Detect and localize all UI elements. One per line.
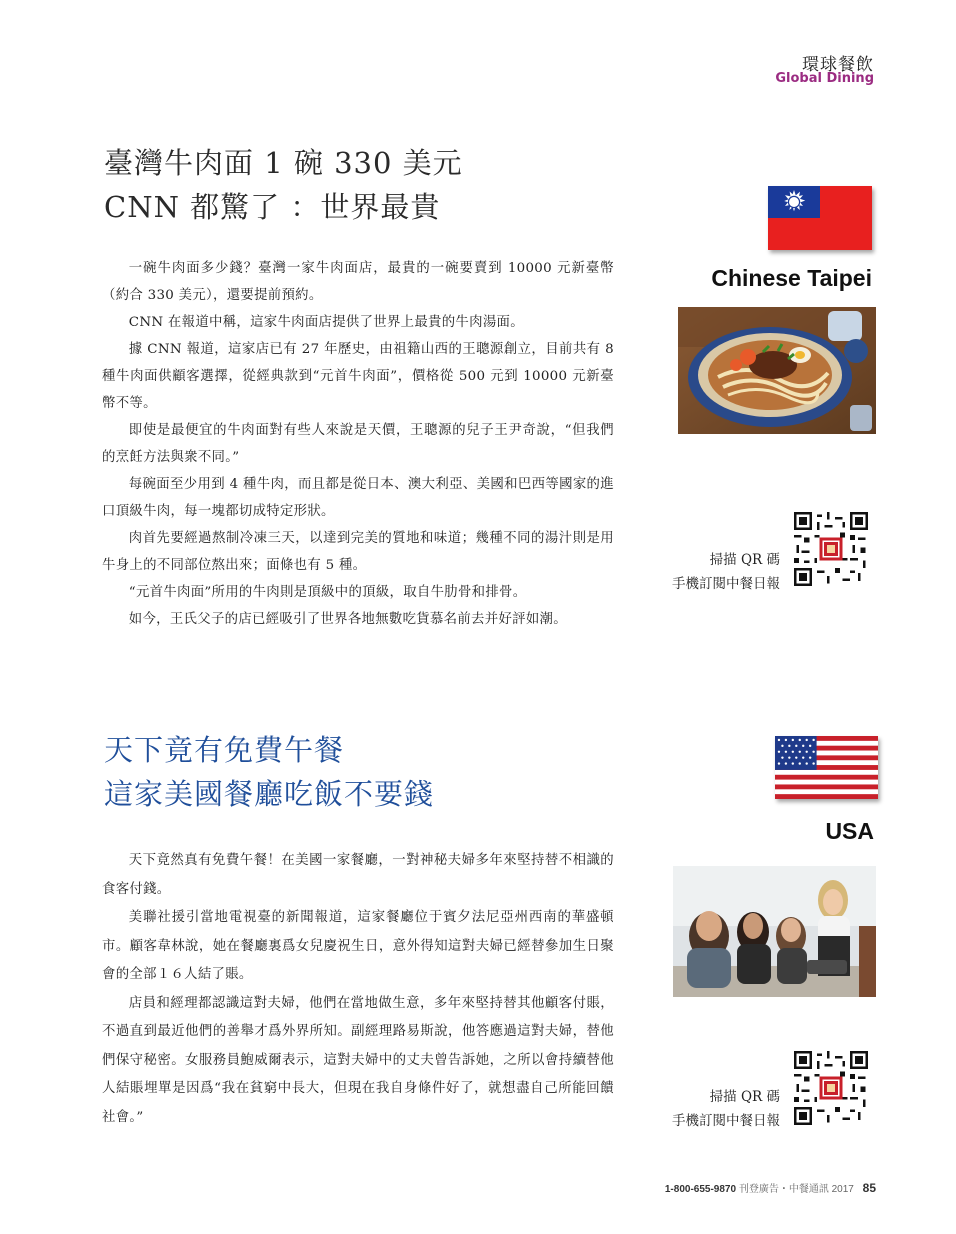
article2-headline-line2: 這家美國餐廳吃飯不要錢 bbox=[104, 777, 435, 811]
restaurant-photo bbox=[673, 866, 876, 997]
article2-country-label: USA bbox=[825, 818, 874, 844]
article1-paragraph: 據 CNN 報道，這家店已有 27 年歷史，由祖籍山西的王聰源創立，目前共有 8 種牛肉面供顧客選擇，從經典款到“元首牛肉面”，價格從 500 元到 10000 元新臺幣不等。 bbox=[102, 342, 614, 411]
article2-body bbox=[102, 847, 614, 1132]
article1-paragraph: 一碗牛肉面多少錢？臺灣一家牛肉面店，最貴的一碗要賣到 10000 元新臺幣（約合 330 美元），還要提前預約。 bbox=[102, 261, 614, 303]
section-title-zh: 環球餐飲 bbox=[802, 55, 874, 75]
footer-text: 刊登廣告・中餐通訊 2017 bbox=[738, 1184, 854, 1195]
article2-headline bbox=[104, 728, 434, 816]
article2-headline-line1: 天下竟有免費午餐 bbox=[104, 733, 345, 767]
qr-caption-line2: 手機訂閱中餐日報 bbox=[672, 576, 780, 592]
article1-headline-line2: CNN 都驚了 ：世界最貴 bbox=[104, 190, 441, 224]
article1-paragraph: “元首牛肉面”所用的牛肉則是頂級中的頂級，取自牛肋骨和排骨。 bbox=[128, 585, 527, 600]
qr-code-icon[interactable] bbox=[794, 512, 868, 586]
article1-headline bbox=[104, 141, 463, 229]
article2-paragraph: 美聯社援引當地電視臺的新聞報道，這家餐廳位于賓夕法尼亞州西南的華盛頓市。顧客韋林說，她在餐廳裏爲女兒慶祝生日，意外得知這對夫婦已經替參加生日聚會的全部１６人結了賬。 bbox=[102, 910, 614, 982]
article1-paragraph: 肉首先要經過熬制冷凍三天，以達到完美的質地和味道；幾種不同的湯汁則是用牛身上的不同部位熬出來；面條也有 5 種。 bbox=[102, 531, 614, 573]
article1-paragraph: CNN 在報道中稱，這家牛肉面店提供了世界上最貴的牛肉湯面。 bbox=[128, 315, 524, 330]
flag-taiwan-icon bbox=[768, 186, 872, 250]
qr-code-icon[interactable] bbox=[794, 1051, 868, 1125]
article1-qr-caption bbox=[672, 548, 780, 596]
article1-body bbox=[102, 255, 614, 633]
article1-country-label: Chinese Taipei bbox=[711, 265, 872, 291]
flag-usa-icon bbox=[775, 736, 878, 799]
page-number: 85 bbox=[862, 1181, 876, 1195]
article1-headline-line1: 臺灣牛肉面 1 碗 330 美元 bbox=[104, 146, 463, 180]
qr-caption-line1: 掃描 QR 碼 bbox=[709, 1089, 780, 1105]
beef-noodle-photo bbox=[678, 307, 876, 434]
article2-qr-caption bbox=[672, 1085, 780, 1133]
qr-caption-line1: 掃描 QR 碼 bbox=[709, 552, 780, 568]
article2-paragraph: 店員和經理都認識這對夫婦，他們在當地做生意，多年來堅持替其他顧客付賬，不過直到最近他們的善舉才爲外界所知。副經理路易斯說，他答應過這對夫婦，替他們保守秘密。女服務員鮑威爾表示，這對夫婦中的丈夫曾告訴她，之所以會持續替他人結賬埋單是因爲“我在貧窮中長大，但現在我自身條件好了，就想盡自己所能回饋社會。” bbox=[102, 995, 614, 1125]
article1-paragraph: 每碗面至少用到 4 種牛肉，而且都是從日本、澳大利亞、美國和巴西等國家的進口頂級牛肉，每一塊都切成特定形狀。 bbox=[102, 477, 614, 519]
qr-caption-line2: 手機訂閱中餐日報 bbox=[672, 1113, 780, 1129]
article2-paragraph: 天下竟然真有免費午餐！在美國一家餐廳，一對神秘夫婦多年來堅持替不相識的食客付錢。 bbox=[102, 853, 614, 897]
article1-paragraph: 如今，王氏父子的店已經吸引了世界各地無數吃貨慕名前去并好評如潮。 bbox=[128, 612, 567, 627]
section-title-en: Global Dining bbox=[775, 71, 874, 86]
footer-phone[interactable]: 1-800-655-9870 bbox=[664, 1184, 737, 1195]
page-footer bbox=[665, 1180, 876, 1195]
article1-paragraph: 即使是最便宜的牛肉面對有些人來說是天價，王聰源的兒子王尹奇說，“但我們的烹飪方法與衆不同。” bbox=[102, 423, 614, 465]
